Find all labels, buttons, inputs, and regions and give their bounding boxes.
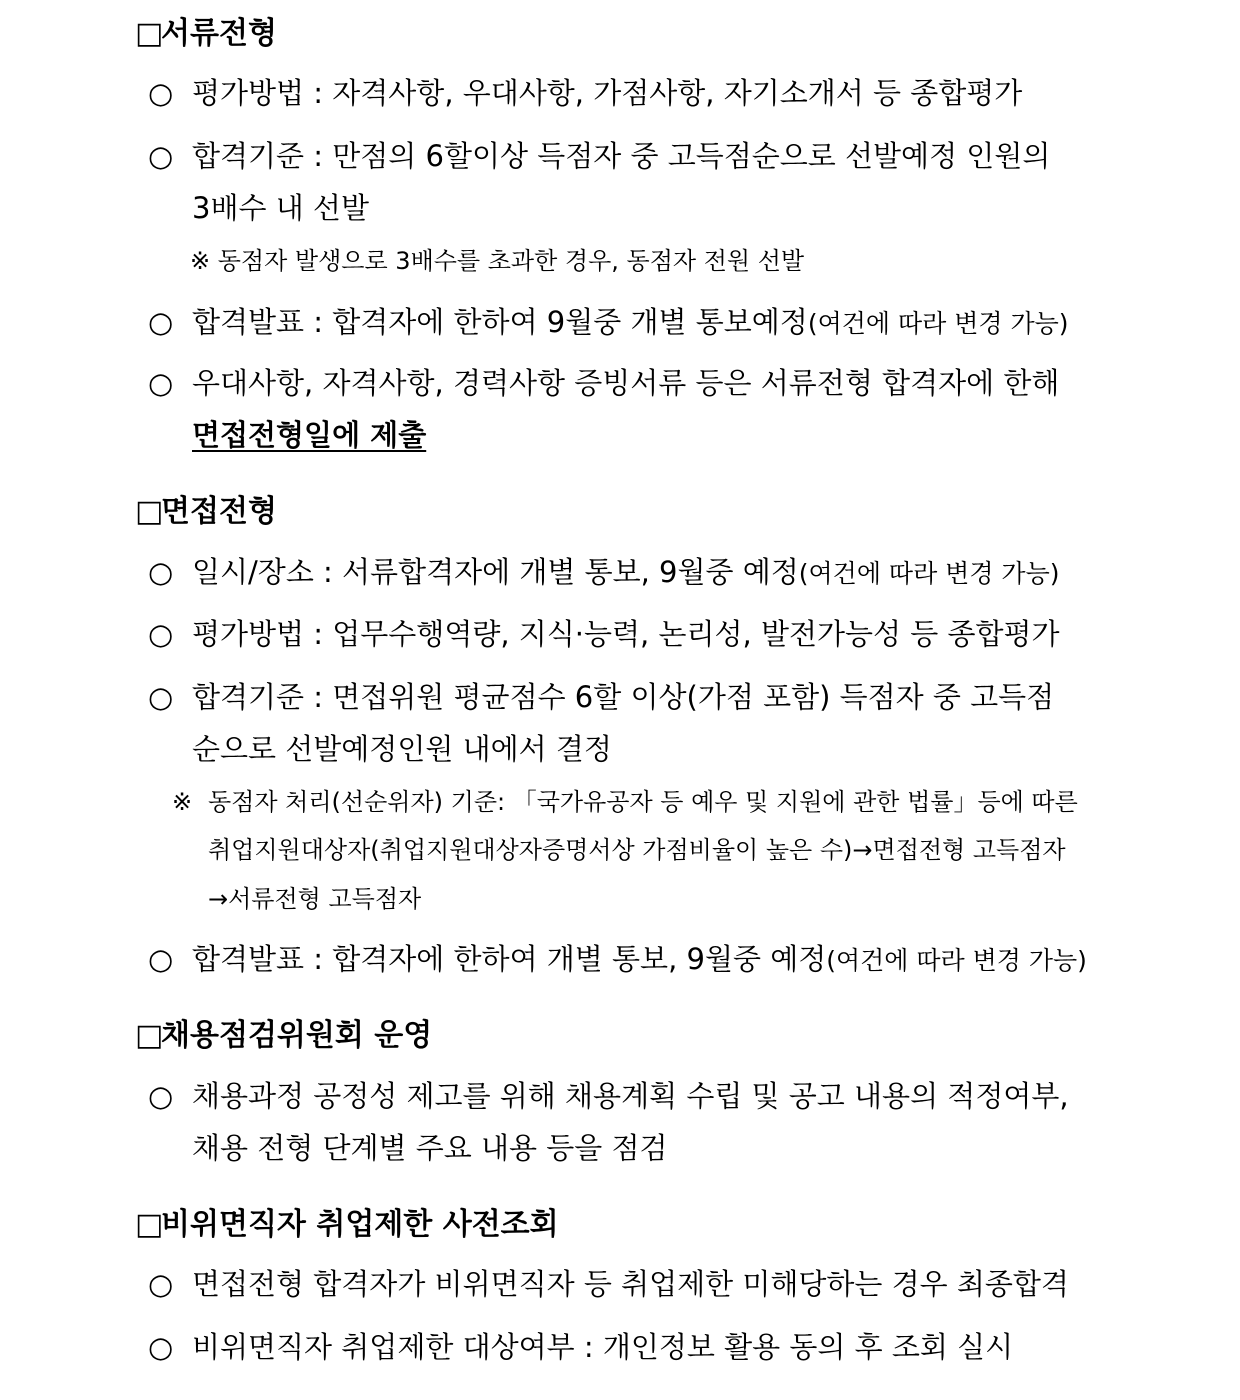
item-text: 평가방법 : 업무수행역량, 지식·능력, 논리성, 발전가능성 등 종합평가 (192, 617, 1060, 651)
note-text: 동점자 처리(선순위자) 기준: 「국가유공자 등 예우 및 지원에 관한 법률」등에 따른 (208, 788, 1078, 816)
circle-bullet-icon: ○ (148, 1267, 174, 1301)
circle-bullet-icon: ○ (148, 555, 174, 589)
item-small-text: (여건에 따라 변경 가능) (807, 309, 1069, 338)
circle-bullet-icon: ○ (148, 139, 174, 173)
circle-bullet-icon: ○ (148, 366, 174, 400)
item-text: 합격기준 : 만점의 6할이상 득점자 중 고득점순으로 선발예정 인원의 (192, 139, 1051, 173)
checkbox-square-icon: □ (135, 494, 164, 529)
circle-bullet-icon: ○ (148, 942, 174, 976)
item-text: 면접전형 합격자가 비위면직자 등 취업제한 미해당하는 경우 최종합격 (192, 1267, 1069, 1301)
note-text: 동점자 발생으로 3배수를 초과한 경우, 동점자 전원 선발 (217, 247, 805, 275)
note (172, 782, 1078, 817)
reference-mark-icon: ※ (172, 788, 193, 816)
item-text: 평가방법 : 자격사항, 우대사항, 가점사항, 자기소개서 등 종합평가 (192, 76, 1023, 110)
item-text: 합격기준 : 면접위원 평균점수 6할 이상(가점 포함) 득점자 중 고득점 (192, 680, 1055, 714)
item-continuation: 채용 전형 단계별 주요 내용 등을 점검 (192, 1131, 668, 1165)
section-heading-misconduct-check: □비위면직자 취업제한 사전조회 (135, 1207, 559, 1242)
item-text: 일시/장소 : 서류합격자에 개별 통보, 9월중 예정 (192, 555, 799, 589)
list-item (148, 550, 1059, 591)
list-item (148, 1074, 1069, 1115)
circle-bullet-icon: ○ (148, 1330, 174, 1364)
list-item (148, 612, 1060, 653)
note-continuation: →서류전형 고득점자 (208, 885, 422, 913)
item-continuation: 순으로 선발예정인원 내에서 결정 (192, 732, 612, 766)
item-continuation: 3배수 내 선발 (192, 191, 369, 225)
list-item (148, 937, 1087, 978)
list-item (148, 300, 1069, 341)
note-continuation: 취업지원대상자(취업지원대상자증명서상 가점비율이 높은 수)→면접전형 고득점자 (208, 836, 1066, 864)
list-item (148, 71, 1022, 112)
item-text: 우대사항, 자격사항, 경력사항 증빙서류 등은 서류전형 합격자에 한해 (192, 366, 1060, 400)
item-text: 합격발표 : 합격자에 한하여 개별 통보, 9월중 예정 (192, 942, 827, 976)
item-text: 채용과정 공정성 제고를 위해 채용계획 수립 및 공고 내용의 적정여부, (192, 1079, 1069, 1113)
checkbox-square-icon: □ (135, 1018, 164, 1053)
section-heading-document-screening: □서류전형 (135, 16, 277, 51)
circle-bullet-icon: ○ (148, 617, 174, 651)
circle-bullet-icon: ○ (148, 1079, 174, 1113)
item-small-text: (여건에 따라 변경 가능) (826, 946, 1087, 975)
section-heading-interview: □면접전형 (135, 494, 277, 529)
circle-bullet-icon: ○ (148, 76, 174, 110)
list-item (148, 361, 1059, 402)
circle-bullet-icon: ○ (148, 305, 174, 339)
list-item (148, 134, 1050, 175)
note (190, 241, 804, 276)
section-heading-hiring-review-committee: □채용점검위원회 운영 (135, 1018, 433, 1053)
item-text: 합격발표 : 합격자에 한하여 9월중 개별 통보예정 (192, 305, 808, 339)
emphasis-text: 면접전형일에 제출 (192, 418, 427, 452)
item-text: 비위면직자 취업제한 대상여부 : 개인정보 활용 동의 후 조회 실시 (192, 1330, 1014, 1364)
checkbox-square-icon: □ (135, 1207, 164, 1242)
list-item (148, 675, 1054, 716)
item-small-text: (여건에 따라 변경 가능) (798, 559, 1060, 588)
list-item (148, 1325, 1013, 1366)
circle-bullet-icon: ○ (148, 680, 174, 714)
reference-mark-icon: ※ (190, 247, 211, 275)
list-item (148, 1262, 1069, 1303)
checkbox-square-icon: □ (135, 16, 164, 51)
